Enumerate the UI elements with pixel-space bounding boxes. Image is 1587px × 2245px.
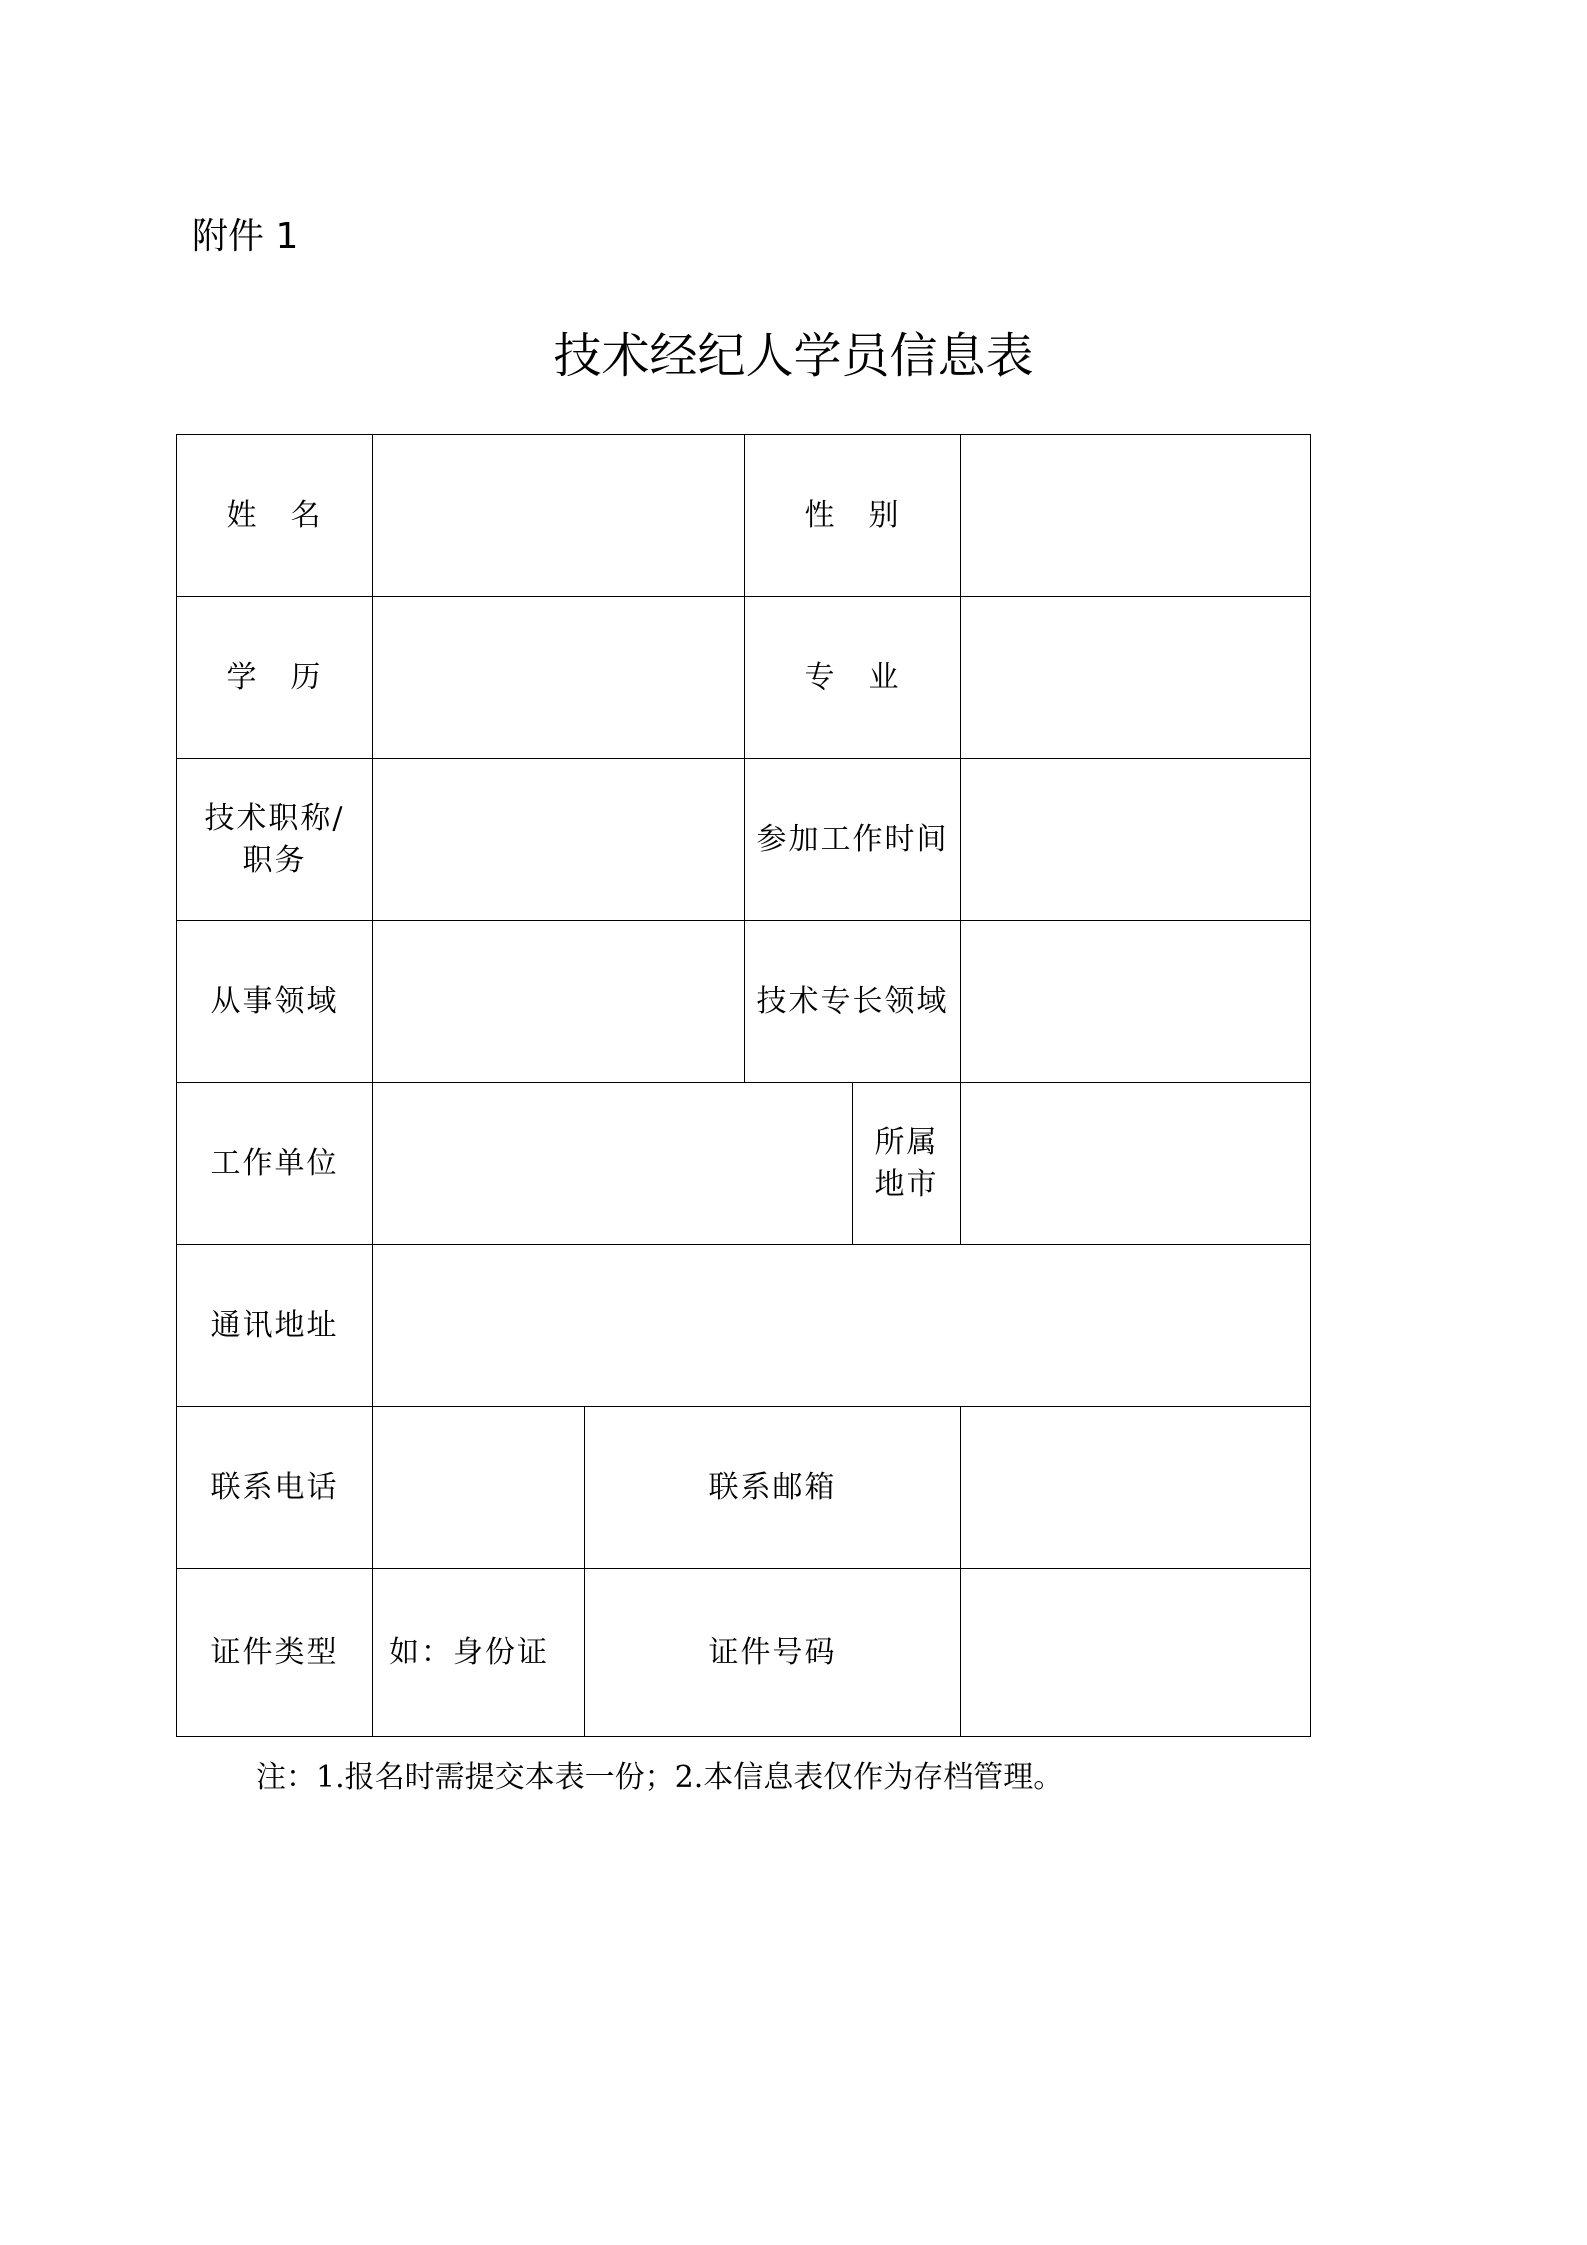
label-phone: 联系电话 xyxy=(177,1407,373,1569)
field-work-start-time[interactable] xyxy=(961,759,1311,921)
info-form-table xyxy=(176,434,1311,1737)
label-city-line2: 地市 xyxy=(874,1166,939,1202)
field-id-number[interactable] xyxy=(961,1569,1311,1737)
row-address xyxy=(177,1245,1311,1407)
field-major[interactable] xyxy=(961,597,1311,759)
field-city[interactable] xyxy=(961,1083,1311,1245)
field-id-type[interactable]: 如：身份证 xyxy=(373,1569,585,1737)
field-address[interactable] xyxy=(373,1245,1311,1407)
attachment-label: 附件 1 xyxy=(192,216,299,257)
label-work-field: 从事领域 xyxy=(177,921,373,1083)
label-city-line1: 所属 xyxy=(874,1124,939,1160)
field-gender[interactable] xyxy=(961,435,1311,597)
field-expertise-field[interactable] xyxy=(961,921,1311,1083)
field-employer[interactable] xyxy=(373,1083,853,1245)
field-name[interactable] xyxy=(373,435,745,597)
label-tech-title xyxy=(177,759,373,921)
label-education: 学 历 xyxy=(177,597,373,759)
field-email[interactable] xyxy=(961,1407,1311,1569)
label-tech-title-line1: 技术职称/ xyxy=(204,800,345,836)
row-id xyxy=(177,1569,1311,1737)
label-address: 通讯地址 xyxy=(177,1245,373,1407)
field-education[interactable] xyxy=(373,597,745,759)
label-city xyxy=(853,1083,961,1245)
row-phone-email xyxy=(177,1407,1311,1569)
field-phone[interactable] xyxy=(373,1407,585,1569)
field-tech-title[interactable] xyxy=(373,759,745,921)
label-work-start-time: 参加工作时间 xyxy=(745,759,961,921)
label-name: 姓 名 xyxy=(177,435,373,597)
field-work-field[interactable] xyxy=(373,921,745,1083)
label-id-number: 证件号码 xyxy=(585,1569,961,1737)
row-title-worktime xyxy=(177,759,1311,921)
label-email: 联系邮箱 xyxy=(585,1407,961,1569)
label-expertise-field: 技术专长领域 xyxy=(745,921,961,1083)
row-employer-city xyxy=(177,1083,1311,1245)
row-name-gender xyxy=(177,435,1311,597)
form-note: 注：1.报名时需提交本表一份；2.本信息表仅作为存档管理。 xyxy=(256,1760,1064,1795)
row-education-major xyxy=(177,597,1311,759)
label-employer: 工作单位 xyxy=(177,1083,373,1245)
label-tech-title-line2: 职务 xyxy=(242,842,307,878)
form-title: 技术经纪人学员信息表 xyxy=(553,328,1034,384)
label-id-type: 证件类型 xyxy=(177,1569,373,1737)
row-field-expertise xyxy=(177,921,1311,1083)
label-major: 专 业 xyxy=(745,597,961,759)
label-gender: 性 别 xyxy=(745,435,961,597)
